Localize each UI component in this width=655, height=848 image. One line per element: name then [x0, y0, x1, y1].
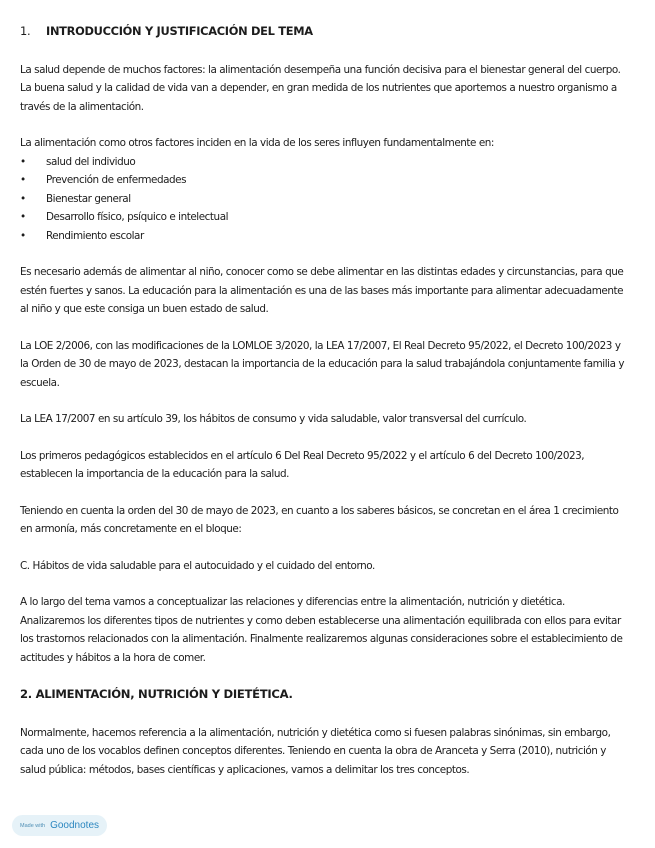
paragraph: Normalmente, hacemos referencia a la alimentación, nutrición y dietética como si fuesen palabras sinónimas, sin embargo, cada uno de los vocablos definen conceptos diferentes. Teniendo en cuenta la obra de Aranceta y Serra (2010), nutrición y salud pública: métodos, bases científicas y aplicaciones, vamos a delimitar los tres conceptos. [20, 726, 611, 776]
paragraph: C. Hábitos de vida saludable para el autocuidado y el cuidado del entorno. [20, 559, 375, 572]
list-item: • Rendimiento escolar [20, 227, 625, 246]
section-1-number: 1. [20, 24, 31, 38]
bullet-icon: • [20, 155, 26, 168]
goodnotes-badge[interactable] [12, 815, 107, 836]
badge-brand: Goodnotes [50, 820, 100, 831]
list-item: • Prevención de enfermedades [20, 171, 625, 190]
bullet-icon: • [20, 174, 26, 186]
list-item: • Bienestar general [20, 190, 625, 209]
document-body [20, 22, 625, 797]
paragraph: Los primeros pedagógicos establecidos en el artículo 6 Del Real Decreto 95/2022 y el artículo 6 del Decreto 100/2023, establecen la importancia de la educación para la salud. [20, 449, 585, 480]
section-2-heading: 2. ALIMENTACIÓN, NUTRICIÓN Y DIETÉTICA. [20, 687, 293, 701]
list-item: • salud del individuo [20, 153, 625, 172]
bullet-icon: • [20, 211, 26, 223]
paragraph: A lo largo del tema vamos a conceptualizar las relaciones y diferencias entre la alimentación, nutrición y dietética. Analizaremos los diferentes tipos de nutrientes y como deben establecerse una alimentación equilibrada con ellos para evitar los trastornos relacionados con la alimentación. Finalmente realizaremos algunas consideraciones sobre el establecimiento de actitudes y hábitos a la hora de comer. [20, 596, 623, 664]
factors-list [20, 153, 625, 246]
paragraph: La LEA 17/2007 en su artículo 39, los hábitos de consumo y vida saludable, valor transversal del currículo. [20, 413, 527, 425]
paragraph: La LOE 2/2006, con las modificaciones de la LOMLOE 3/2020, la LEA 17/2007, El Real Decreto 95/2022, el Decreto 100/2023 y la Orden de 30 de mayo de 2023, destacan la importancia de la educación para la salud trabajándola conjuntamente familia y escuela. [20, 339, 625, 389]
bullet-icon: • [20, 192, 26, 205]
list-item: • Desarrollo físico, psíquico e intelectual [20, 208, 625, 227]
paragraph: Es necesario además de alimentar al niño, conocer como se debe alimentar en las distintas edades y circunstancias, para que estén fuertes y sanos. La educación para la alimentación es una de las bases más importante para alimentar adecuadamente al niño y que este consiga un buen estado de salud. [20, 266, 624, 315]
bullet-icon: • [20, 229, 26, 242]
section-1-title: INTRODUCCIÓN Y JUSTIFICACIÓN DEL TEMA [46, 24, 313, 38]
paragraph: La salud depende de muchos factores: la alimentación desempeña una función decisiva para el bienestar general del cuerpo. La buena salud y la calidad de vida van a depender, en gran medida de los nutrientes que aportemos a nuestro organismo a través de la alimentación. [20, 63, 621, 113]
badge-prefix: Made with [20, 822, 46, 829]
paragraph: La alimentación como otros factores inciden en la vida de los seres influyen fundamentalmente en: [20, 137, 494, 149]
paragraph: Teniendo en cuenta la orden del 30 de mayo de 2023, en cuanto a los saberes básicos, se concretan en el área 1 crecimiento en armonía, más concretamente en el bloque: [20, 504, 619, 535]
section-1-heading [20, 22, 625, 41]
